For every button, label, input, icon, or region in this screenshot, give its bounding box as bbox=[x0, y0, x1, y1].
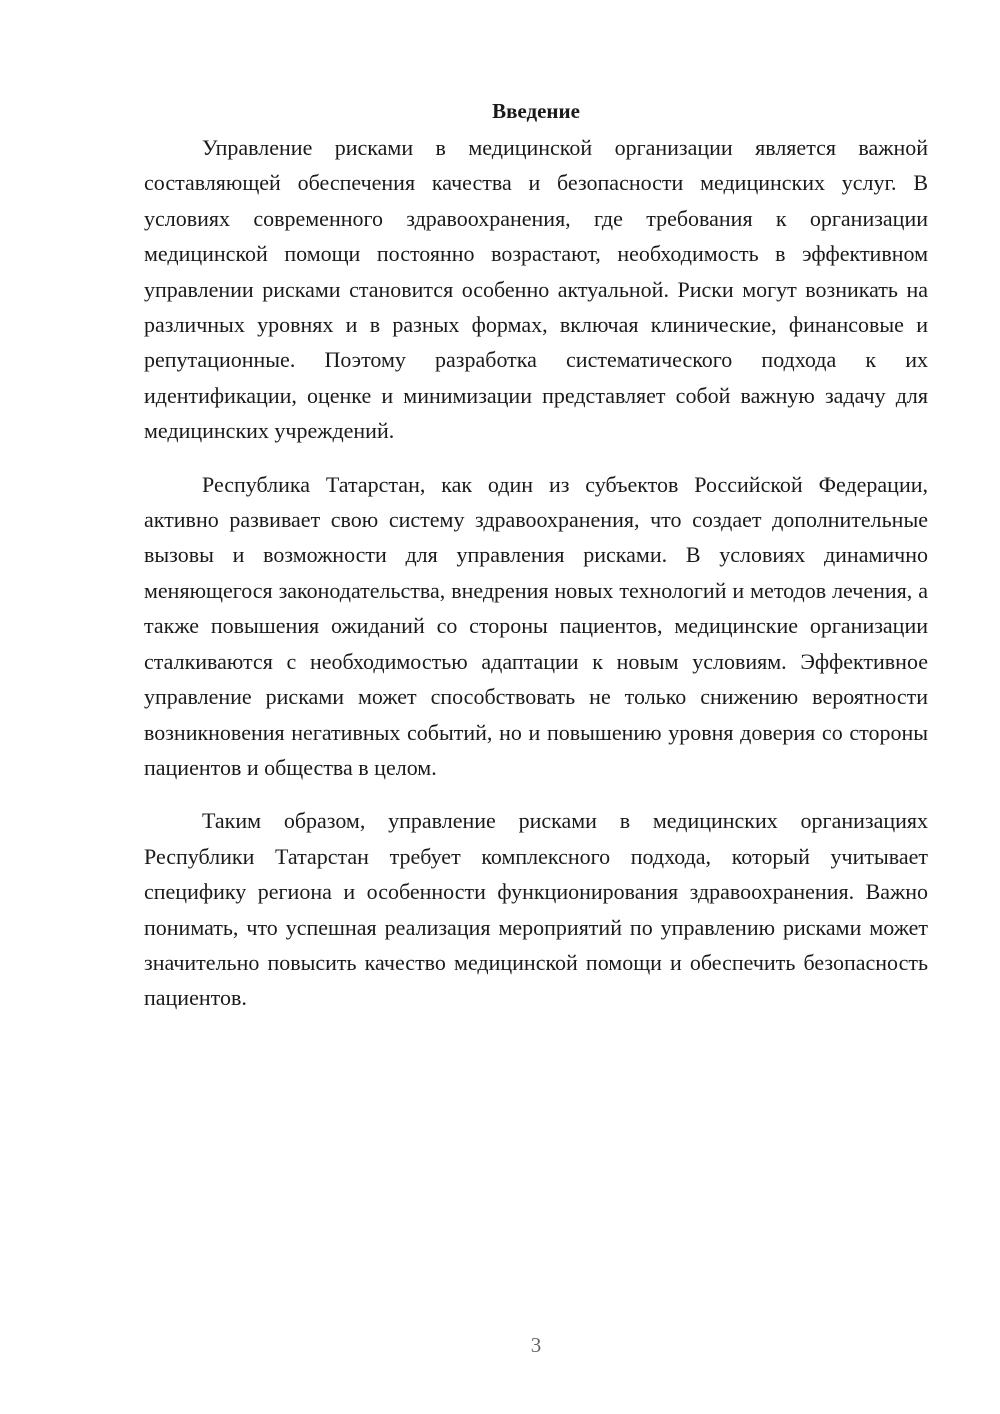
paragraph-2: Республика Татарстан, как один из субъектов Российской Федерации, активно развивает свою систему здравоохранения, что создает дополнительные вызовы и возможности для управления рисками. В условиях динамично меняющегося законодательства, внедрения новых технологий и методов лечения, а также повышения ожиданий со стороны пациентов, медицинские организации сталкиваются с необходимостью адаптации к новым условиям. Эффективное управление рисками может способствовать не только снижению вероятности возникновения негативных событий, но и повышению уровня доверия со стороны пациентов и общества в целом. bbox=[144, 471, 928, 780]
page-number: 3 bbox=[530, 1333, 542, 1357]
page-content bbox=[144, 94, 928, 1034]
paragraph-1: Управление рисками в медицинской организации является важной составляющей обеспечения качества и безопасности медицинских услуг. В условиях современного здравоохранения, где требования к организации медицинской помощи постоянно возрастают, необходимость в эффективном управлении рисками становится особенно актуальной. Риски могут возникать на различных уровнях и в разных формах, включая клинические, финансовые и репутационные. Поэтому разработка систематического подхода к их идентификации, оценке и минимизации представляет собой важную задачу для медицинских учреждений. bbox=[144, 135, 928, 444]
paragraph-3: Таким образом, управление рисками в медицинских организациях Республики Татарстан требует комплексного подхода, который учитывает специфику региона и особенности функционирования здравоохранения. Важно понимать, что успешная реализация мероприятий по управлению рисками может значительно повысить качество медицинской помощи и обеспечить безопасность пациентов. bbox=[144, 808, 928, 1011]
section-heading: Введение bbox=[492, 99, 580, 123]
